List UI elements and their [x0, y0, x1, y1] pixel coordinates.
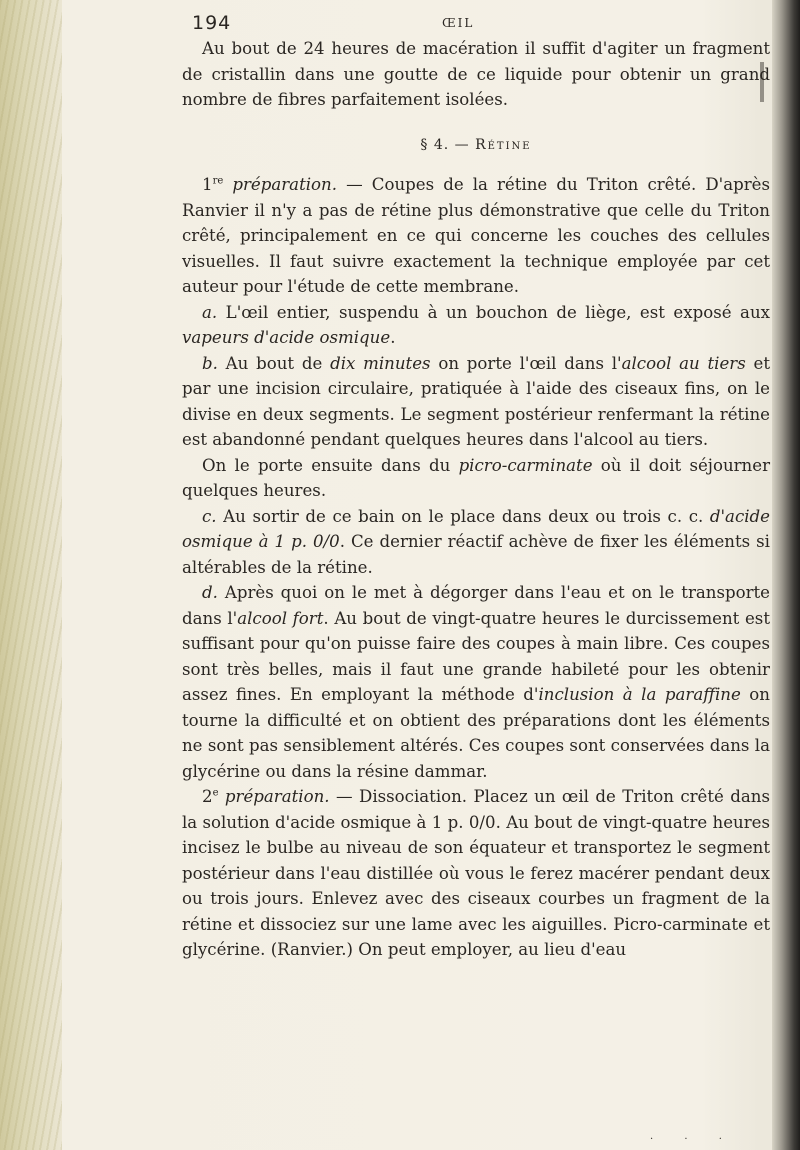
- step-b-emphasis-1: dix minutes: [330, 353, 431, 373]
- step-d-label: d.: [202, 583, 218, 602]
- step-d-emphasis-2: inclusion à la paraffine: [538, 685, 741, 704]
- step-b2-text-end: où il doit séjourner quelques heures.: [182, 455, 770, 500]
- book-spine-edge: [772, 0, 800, 1150]
- step-a-emphasis: vapeurs d'acide osmique: [182, 328, 391, 347]
- step-b-text-2: on porte l'œil dans l': [430, 353, 622, 373]
- page-body: [182, 36, 770, 963]
- step-d-emphasis-1: alcool fort: [237, 608, 324, 628]
- prep2-ordinal-sup: e: [212, 787, 219, 799]
- step-c-text-end: . Ce dernier réactif achève de fixer les éléments si altérables de la rétine.: [182, 532, 770, 577]
- step-b-paragraph: [182, 351, 770, 453]
- page-gutter-left: [0, 0, 62, 1150]
- section-heading: [182, 133, 770, 159]
- prep1-text: — Coupes de la rétine du Triton crêté. D'après Ranvier il n'y a pas de rétine plus démonstrative que celle du Triton crêté, principalement en ce qui concerne les couches des cellules visuelles. Il faut suivre exactement la technique employée par cet auteur pour l'étude de cette membrane.: [182, 175, 770, 296]
- prep2-label: préparation.: [224, 787, 330, 806]
- page-number: 194: [192, 12, 232, 34]
- section-number: § 4. —: [420, 136, 470, 153]
- step-a-text-end: .: [390, 328, 396, 347]
- step-b-text: Au bout de: [217, 353, 331, 373]
- step-b-label: b.: [202, 353, 218, 373]
- step-c-label: c.: [202, 506, 217, 526]
- preparation-1-paragraph: [182, 172, 770, 300]
- step-b-emphasis-2: alcool au tiers: [621, 353, 746, 373]
- opening-paragraph: [182, 36, 770, 113]
- step-c-text: Au sortir de ce bain on le place dans deux ou trois c. c.: [216, 506, 710, 526]
- step-d-text: Après quoi on le met à dégorger dans l'eau et on le transporte dans l': [182, 583, 770, 628]
- prep1-ordinal-sup: re: [212, 175, 224, 187]
- step-c-paragraph: [182, 504, 770, 581]
- running-title: ŒIL: [442, 16, 475, 30]
- step-a-paragraph: [182, 300, 770, 351]
- opening-text: Au bout de 24 heures de macération il suffit d'agiter un fragment de cristallin dans une goutte de ce liquide pour obtenir un grand nombre de fibres parfaitement isolées.: [182, 39, 770, 109]
- step-b-text-3: et par une incision circulaire, pratiquée à l'aide des ciseaux fins, on le divise en deux segments. Le segment postérieur renfermant la rétine est abandonné pendant quelques heures dans l'alcool au tiers.: [182, 353, 771, 449]
- step-a-text: L'œil entier, suspendu à un bouchon de liège, est exposé aux: [217, 302, 770, 322]
- prep1-ordinal: 1: [202, 175, 213, 194]
- step-b-continued-paragraph: [182, 453, 770, 504]
- step-d-text-3: on tourne la difficulté et on obtient des préparations dont les éléments ne sont pas sensiblement altérés. Ces coupes sont conservées dans la glycérine ou dans la résine dammar.: [182, 685, 770, 781]
- section-title: Rétine: [475, 136, 532, 153]
- print-marks: · · ·: [650, 1134, 736, 1145]
- step-a-label: a.: [202, 302, 218, 322]
- step-d-text-2: . Au bout de vingt-quatre heures le durcissement est suffisant pour qu'on puisse faire des coupes à main libre. Ces coupes sont très belles, mais il faut une grande habileté pour les obtenir assez fines. En employant la méthode d': [182, 608, 770, 704]
- prep2-ordinal: 2: [202, 787, 213, 806]
- step-d-paragraph: [182, 580, 770, 784]
- step-c-emphasis: d'acide osmique à 1 p. 0/0: [182, 506, 770, 551]
- step-b2-emphasis: picro-carminate: [458, 455, 593, 475]
- running-head: [192, 8, 792, 38]
- preparation-2-paragraph: [182, 784, 770, 963]
- prep1-label: préparation.: [232, 175, 338, 194]
- step-b2-text: On le porte ensuite dans du: [202, 455, 459, 475]
- prep2-text: — Dissociation. Placez un œil de Triton crêté dans la solution d'acide osmique à 1 p. 0/0. Au bout de vingt-quatre heures incisez le bulbe au niveau de son équateur et transportez le segment postérieur dans l'eau distillée où vous le ferez macérer pendant deux ou trois jours. Enlevez avec des ciseaux courbes un fragment de la rétine et dissociez sur une lame avec les aiguilles. Picro-carminate et glycérine. (Ranvier.) On peut employer, au lieu d'eau: [182, 787, 770, 959]
